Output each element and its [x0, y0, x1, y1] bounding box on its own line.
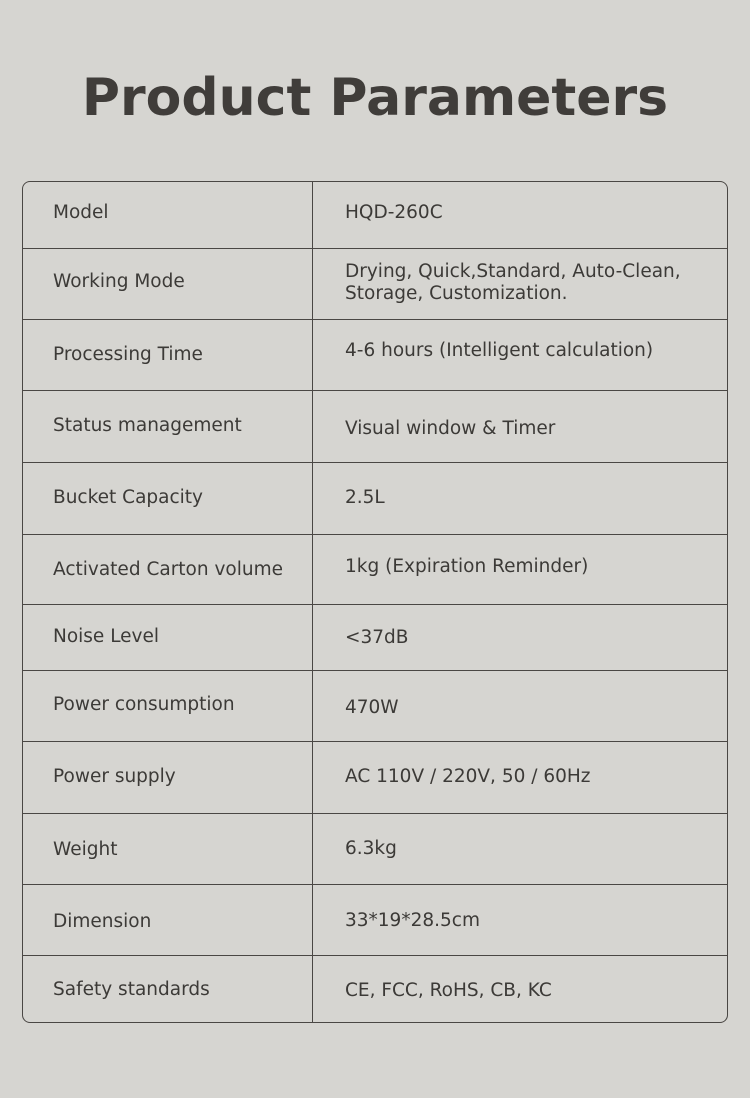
parameter-value: CE, FCC, RoHS, CB, KC [345, 980, 552, 1001]
parameters-table [22, 181, 728, 1023]
table-row [23, 319, 727, 390]
parameter-value: AC 110V / 220V, 50 / 60Hz [345, 766, 591, 787]
parameter-label: Dimension [53, 911, 152, 932]
parameter-value: 4-6 hours (Intelligent calculation) [345, 340, 654, 361]
parameter-label: Weight [53, 839, 118, 860]
table-row [23, 390, 727, 462]
parameter-value: Drying, Quick,Standard, Auto-Clean, Storage, Customization. [345, 261, 681, 304]
table-row [23, 955, 727, 1023]
parameter-label: Safety standards [53, 979, 210, 1000]
table-row [23, 813, 727, 884]
parameter-value: <37dB [345, 627, 409, 648]
table-row [23, 604, 727, 670]
table-row [23, 534, 727, 604]
parameter-value: 1kg (Expiration Reminder) [345, 556, 589, 577]
parameter-label: Status management [53, 415, 242, 436]
table-row [23, 670, 727, 741]
parameter-label: Activated Carton volume [53, 559, 284, 580]
parameter-value: HQD-260C [345, 202, 443, 223]
parameter-label: Power consumption [53, 694, 235, 715]
table-row [23, 182, 727, 248]
table-row [23, 741, 727, 813]
parameter-label: Noise Level [53, 626, 160, 647]
page-title: Product Parameters [81, 68, 669, 128]
parameter-value: 470W [345, 697, 399, 718]
parameter-value: 2.5L [345, 487, 385, 508]
table-row [23, 462, 727, 534]
parameter-label: Power supply [53, 766, 176, 787]
parameter-value: Visual window & Timer [345, 418, 556, 439]
table-row [23, 884, 727, 955]
parameter-label: Processing Time [53, 344, 203, 365]
parameter-value: 6.3kg [345, 838, 397, 859]
parameter-label: Bucket Capacity [53, 487, 204, 508]
parameter-label: Model [53, 202, 109, 223]
parameter-label: Working Mode [53, 271, 185, 292]
parameter-value: 33*19*28.5cm [345, 910, 480, 931]
table-row [23, 248, 727, 319]
